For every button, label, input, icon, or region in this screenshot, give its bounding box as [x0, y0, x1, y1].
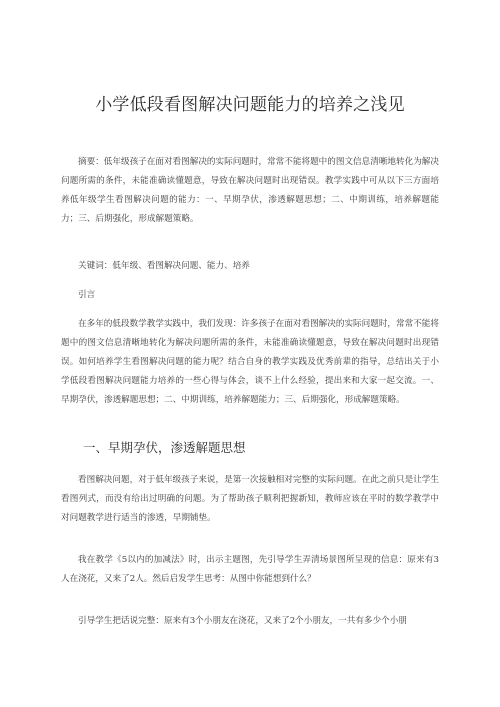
body-paragraph-1: 看图解决问题，对于低年级孩子来说，是第一次接触相对完整的实际问题。在此之前只是让学生看图列式，而没有给出过明确的问题。为了帮助孩子顺利把握新知，教师应该在平时的数学教学中对问题教学进行适当的渗透，早期铺垫。 [61, 475, 439, 523]
keywords: 关键词：低年级、看图解决问题、能力、培养 [78, 261, 250, 271]
body-paragraph-3: 引导学生把话说完整：原来有3个小朋友在浇花，又来了2个小朋友，一共有多少个小朋 [78, 616, 407, 626]
intro-paragraph: 在多年的低段数学教学实践中，我们发现：许多孩子在面对看图解决的实际问题时，常常不能将题中的图文信息清晰地转化为解决问题所需的条件，未能准确读懂题意，导致在解决问题时出现错误。如何培养学生看图解决问题的能力呢？结合自身的教学实践及优秀前辈的指导，总结出关于小学低段看图解决问题能力培养的一些心得与体会，谈不上什么经验，提出来和大家一起交流。一、早期孕伏，渗透解题思想；二、中期训练，培养解题能力；三、后期强化，形成解题策略。 [61, 319, 439, 405]
intro-heading: 引言 [78, 290, 96, 300]
paper-title: 小学低段看图解决问题能力的培养之浅见 [95, 95, 405, 115]
section-heading: 一、早期孕伏，渗透解题思想 [83, 440, 246, 455]
abstract: 摘要：低年级孩子在面对看图解决的实际问题时，常常不能将题中的图文信息清晰地转化为解决问题所需的条件，未能准确读懂题意，导致在解决问题时出现错误。教学实践中可从以下三方面培养低年级学生看图解决问题的能力：一、早期孕伏，渗透解题思想；二、中期训练，培养解题能力；三、后期强化，形成解题策略。 [61, 157, 439, 224]
body-paragraph-2: 我在教学《5以内的加减法》时，出示主题图，先引导学生弄清场景图所呈现的信息：原来有3人在浇花，又来了2人。然后启发学生思考：从图中你能想到什么？ [61, 555, 439, 584]
